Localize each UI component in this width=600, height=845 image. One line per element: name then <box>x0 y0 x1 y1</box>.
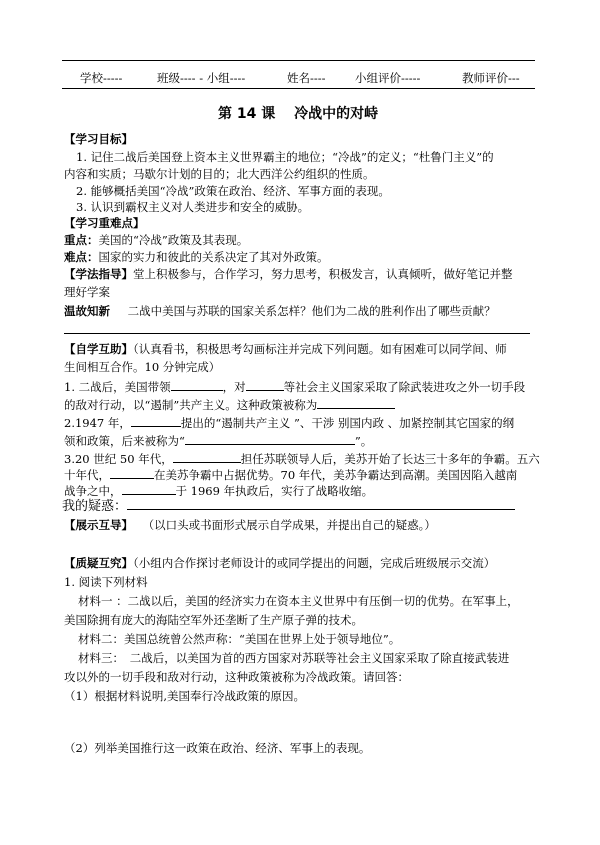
question-3a <box>64 450 540 467</box>
q3-blank-3[interactable] <box>122 482 176 495</box>
self-study-intro-a: （认真看书，积极思考勾画标注并完成下列问题。如有困难可以同学间、师 <box>133 342 507 356</box>
showcase-row <box>64 517 436 533</box>
objective-item-3: 3. 认识到霸权主义对人类进步和安全的威胁。 <box>76 200 310 214</box>
doubt-label: 我的疑惑： <box>62 499 128 514</box>
review-label: 温故知新 <box>64 304 110 318</box>
question-1a <box>64 378 525 395</box>
header-top-rule <box>62 60 535 61</box>
q3-blank-1[interactable] <box>173 450 241 463</box>
question-2b <box>64 432 372 449</box>
question-3b <box>64 466 517 483</box>
self-study-row <box>64 341 507 357</box>
q2a-text-2: 提出的“遏制共产主义 ”、干涉 别国内政 、加紧控制其它国家的纲 <box>180 416 515 430</box>
doubt-row <box>62 495 515 514</box>
header-teacher-eval: 教师评价--- <box>462 71 520 85</box>
q3b-text-2: 在美苏争霸中占据优势。70 年代，美苏争霸达到高潮。美国因陷入越南 <box>154 468 518 482</box>
self-study-label: 【自学互助】 <box>64 342 133 356</box>
q3a-text-2: 担任苏联领导人后，美苏开始了长达三十多年的争霸。五六 <box>240 452 540 466</box>
inquiry-read: 1. 阅读下列材料 <box>64 575 148 589</box>
guide-text-a: 堂上积极参与，合作学习，努力思考，积极发言，认真倾听，做好笔记并整 <box>133 267 513 281</box>
q1a-text-2: ，对 <box>222 380 246 394</box>
q3c-text-1: 战争之中， <box>64 484 122 498</box>
header-name: 姓名---- <box>287 71 326 85</box>
q1b-text-1: 的敌对行动，以“遏制”共产主义。这种政策被称为 <box>64 398 318 412</box>
review-row <box>64 303 496 319</box>
review-answer-line[interactable] <box>64 333 530 334</box>
header-bottom-rule <box>62 88 535 89</box>
material-3b: 攻以外的一切手段和敌对行动，这种政策被称为冷战政策。请回答： <box>64 670 409 684</box>
q3-blank-2[interactable] <box>110 466 154 479</box>
key-point-label: 重点： <box>64 233 99 247</box>
q1a-text-3: 等社会主义国家采取了除武装进攻之外一切手段 <box>283 380 526 394</box>
header-class: 班级---- - 小组---- <box>157 71 246 85</box>
q3b-text-1: 十年代， <box>64 468 110 482</box>
q1a-text-1: 1. 二战后，美国带领 <box>64 380 171 394</box>
q2-blank-2[interactable] <box>185 432 355 445</box>
header-group-eval: 小组评价----- <box>355 71 421 85</box>
guide-text-b: 理好学案 <box>64 285 110 299</box>
q2a-text-1: 2.1947 年， <box>64 416 131 430</box>
inquiry-row <box>64 555 495 571</box>
showcase-text: （以口头或书面形式展示自学成果，并提出自己的疑惑。） <box>142 518 436 532</box>
key-point-text: 美国的“冷战”政策及其表现。 <box>98 233 249 247</box>
q1-blank-3[interactable] <box>317 396 395 409</box>
objective-item-1a: 1. 记住二战后美国登上资本主义世界霸主的地位；“冷战”的定义；“杜鲁门主义”的 <box>76 150 494 164</box>
material-2: 材料二：美国总统曾公然声称：“美国在世界上处于领导地位”。 <box>78 632 401 646</box>
self-study-intro-b: 生间相互合作。10 分钟完成） <box>64 360 221 374</box>
q2b-text-1: 领和政策，后来被称为“ <box>64 434 185 448</box>
review-text: 二战中美国与苏联的国家关系怎样？他们为二战的胜利作出了哪些贡献？ <box>127 304 496 318</box>
material-1b: 美国除拥有庞大的海陆空军外还垄断了生产原子弹的技术。 <box>64 613 363 627</box>
difficulty-label: 难点： <box>64 250 99 264</box>
objective-item-2: 2. 能够概括美国“冷战”政策在政治、经济、军事方面的表现。 <box>76 184 390 198</box>
doubt-answer-line[interactable] <box>127 495 515 510</box>
header-school: 学校----- <box>80 71 123 85</box>
q3a-text-1: 3.20 世纪 50 年代， <box>64 452 173 466</box>
guide-label: 【学法指导】 <box>64 267 133 281</box>
q1-blank-2[interactable] <box>246 378 284 391</box>
difficulty-row <box>64 249 329 265</box>
q2-blank-1[interactable] <box>131 414 181 427</box>
key-points-heading: 【学习重难点】 <box>64 216 145 230</box>
q3c-text-2: 于 1969 年执政后，实行了战略收缩。 <box>175 484 374 498</box>
q2b-text-2: ”。 <box>354 434 373 448</box>
objectives-heading: 【学习目标】 <box>64 132 133 146</box>
inquiry-question-1: （1）根据材料说明,美国奉行冷战政策的原因。 <box>64 689 305 703</box>
question-1b <box>64 396 395 413</box>
inquiry-label: 【质疑互究】 <box>64 556 133 570</box>
question-2a <box>64 414 514 431</box>
inquiry-question-2: （2）列举美国推行这一政策在政治、经济、军事上的表现。 <box>64 741 371 755</box>
objective-item-1b: 内容和实质；马歇尔计划的目的；北大西洋公约组织的性质。 <box>64 167 375 181</box>
showcase-label: 【展示互导】 <box>64 518 133 532</box>
page-title: 第 14 课 冷战中的对峙 <box>218 106 379 122</box>
material-3a: 材料三： 二战后，以美国为首的西方国家对苏联等社会主义国家采取了除直接武装进 <box>78 651 510 665</box>
inquiry-text: （小组内合作探讨老师设计的或同学提出的问题，完成后班级展示交流） <box>133 556 496 570</box>
q1-blank-1[interactable] <box>171 378 223 391</box>
key-point-row <box>64 232 248 248</box>
material-1a: 材料一 ：二战以后，美国的经济实力在资本主义世界中有压倒一切的优势。在军事上， <box>78 594 519 608</box>
difficulty-text: 国家的实力和彼此的关系决定了其对外政策。 <box>98 250 329 264</box>
guide-row <box>64 266 513 282</box>
